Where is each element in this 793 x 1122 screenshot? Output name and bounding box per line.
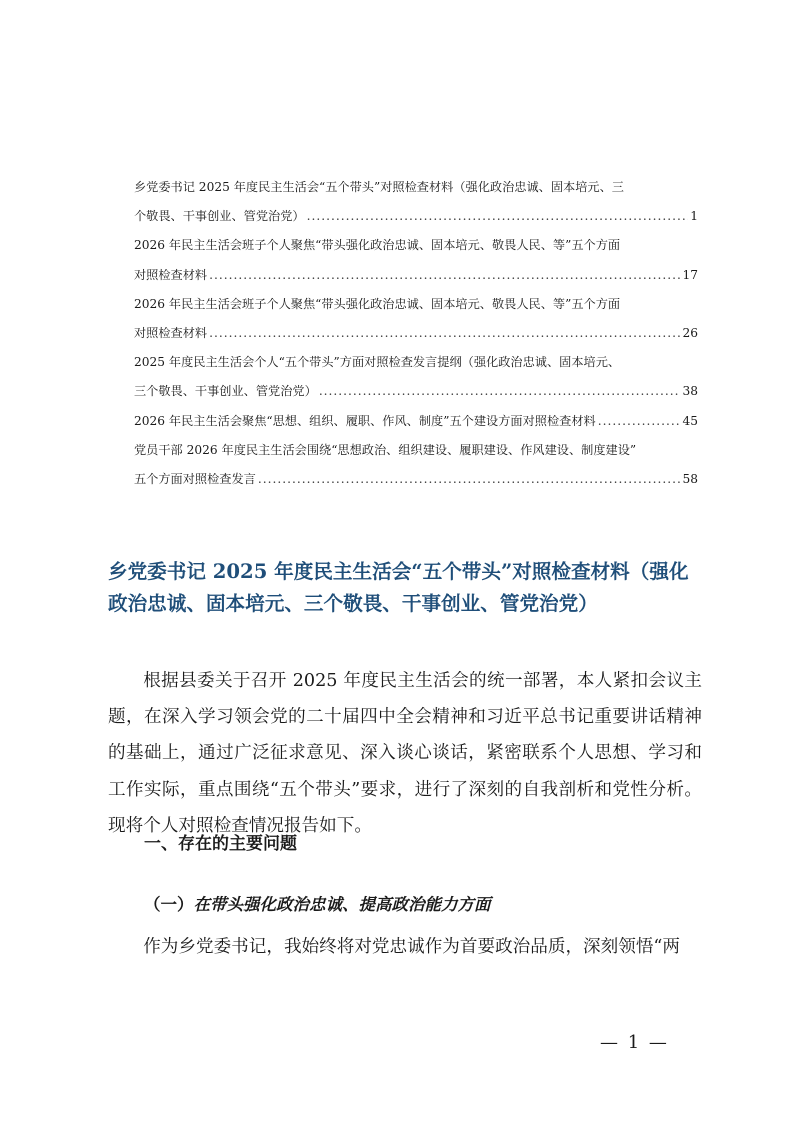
toc-entry[interactable] xyxy=(134,231,698,289)
subsection-title: 在带头强化政治忠诚、提高政治能力方面 xyxy=(193,895,491,914)
toc-entry-title: 党员干部 2026 年度民主生活会围绕“思想政治、组织建设、履职建设、作风建设、制度建设” xyxy=(134,442,637,457)
toc-entry-title: 2025 年度民主生活会个人“五个带头”方面对照检查发言提纲（强化政治忠诚、固本培元、 xyxy=(134,355,621,370)
toc-leader-dots xyxy=(598,407,681,436)
toc-page-number: 38 xyxy=(682,384,698,399)
toc-entry-title-cont: 对照检查材料 xyxy=(134,267,208,282)
toc-entry-title-cont: 三个敬畏、干事创业、管党治党） xyxy=(134,384,317,399)
toc-entry-title: 乡党委书记 2025 年度民主生活会“五个带头”对照检查材料（强化政治忠诚、固本培元、三 xyxy=(134,180,624,194)
toc-entry-title-cont: 五个方面对照检查发言 xyxy=(134,472,256,487)
toc-entry[interactable] xyxy=(134,348,698,406)
toc-entry[interactable] xyxy=(134,436,698,494)
toc-leader-dots xyxy=(258,465,681,494)
toc-entry-title-cont: 对照检查材料 xyxy=(134,326,208,341)
toc-page-number: 17 xyxy=(682,267,698,282)
toc-entry-title: 2026 年民主生活会班子个人聚焦“带头强化政治忠诚、固本培元、敬畏人民、等”五个方面 xyxy=(134,238,621,253)
toc-entry[interactable] xyxy=(134,407,698,436)
page-number: — 1 — xyxy=(600,1032,669,1053)
intro-paragraph: 根据县委关于召开 2025 年度民主生活会的统一部署，本人紧扣会议主题，在深入学习领会党的二十届四中全会精神和习近平总书记重要讲话精神的基础上，通过广泛征求意见、深入谈心谈话，紧密联系个人思想、学习和工作实际，重点围绕“五个带头”要求，进行了深刻的自我剖析和党性分析。现将个人对照检查情况报告如下。 xyxy=(108,671,702,836)
toc-leader-dots xyxy=(319,377,681,406)
toc-leader-dots xyxy=(209,261,680,290)
toc-entry[interactable] xyxy=(134,290,698,348)
subsection-number: （一） xyxy=(144,895,194,914)
toc-entry[interactable] xyxy=(134,173,698,231)
table-of-contents xyxy=(134,173,698,494)
toc-page-number: 45 xyxy=(682,413,698,428)
toc-entry-title-cont: 个敬畏、干事创业、管党治党） xyxy=(134,209,305,224)
toc-page-number: 58 xyxy=(682,472,698,487)
toc-page-number: 1 xyxy=(690,209,698,224)
subsection-heading xyxy=(144,891,491,915)
body-paragraph: 作为乡党委书记，我始终将对党忠诚作为首要政治品质，深刻领悟“两 xyxy=(143,937,680,957)
toc-entry-title: 2026 年民主生活会班子个人聚焦“带头强化政治忠诚、固本培元、敬畏人民、等”五个方面 xyxy=(134,296,621,311)
toc-leader-dots xyxy=(307,202,689,231)
toc-leader-dots xyxy=(209,319,680,348)
intro-section xyxy=(108,663,702,844)
document-title: 乡党委书记 2025 年度民主生活会“五个带头”对照检查材料（强化政治忠诚、固本培元、三个敬畏、干事创业、管党治党） xyxy=(108,560,689,615)
toc-entry-title: 2026 年民主生活会聚焦“思想、组织、履职、作风、制度”五个建设方面对照检查材料 xyxy=(134,413,596,428)
toc-page-number: 26 xyxy=(682,326,698,341)
section-heading: 一、存在的主要问题 xyxy=(144,834,297,854)
